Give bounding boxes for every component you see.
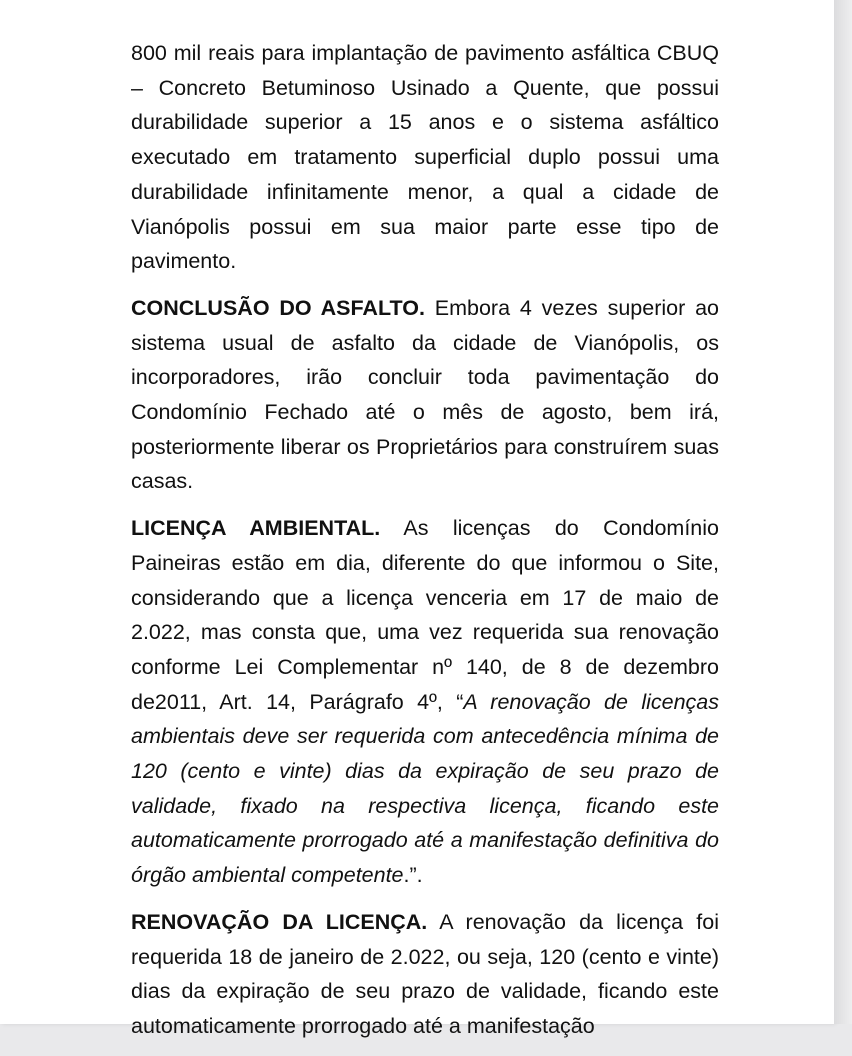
section-heading: CONCLUSÃO DO ASFALTO. [131, 295, 425, 320]
paragraph-text: As licenças do Condomínio Paineiras estão em dia, diferente do que informou o Site, considerando que a licença venceria em 17 de maio de 2.022, mas consta que, uma vez requerida sua renovação conforme Lei Complementar nº 140, de 8 de dezembro de2011, Art. 14, Parágrafo 4º, “ [131, 516, 719, 714]
paragraph-licenca-ambiental [131, 511, 719, 893]
section-heading: RENOVAÇÃO DA LICENÇA. [131, 909, 428, 934]
law-quote: A renovação de licenças ambientais deve ser requerida com antecedência mínima de 120 (cento e vinte) dias da expiração de seu prazo de validade, fixado na respectiva licença, ficando este automaticamente prorrogado até a manifestação definitiva do órgão ambiental competente [131, 689, 719, 888]
quote-end: .”. [403, 863, 423, 888]
section-heading: LICENÇA AMBIENTAL. [131, 516, 381, 541]
paragraph-text: A renovação da licença foi requerida 18 de janeiro de 2.022, ou seja, 120 (cento e vinte) dias da expiração de seu prazo de validade, ficando este automaticamente prorrogado até a manifestação [131, 909, 719, 1038]
paragraph-text: 800 mil reais para implantação de pavimento asfáltica CBUQ – Concreto Betuminoso Usinado a Quente, que possui durabilidade superior a 15 anos e o sistema asfáltico executado em tratamento superficial duplo possui uma durabilidade infinitamente menor, a qual a cidade de Vianópolis possui em sua maior parte esse tipo de pavimento. [131, 41, 719, 274]
page-edge [834, 0, 852, 1024]
document-body [131, 36, 719, 1056]
paragraph-conclusao-asfalto [131, 291, 719, 499]
paragraph-pavimento [131, 36, 719, 279]
paragraph-renovacao-licenca [131, 905, 719, 1044]
paragraph-text: Embora 4 vezes superior ao sistema usual de asfalto da cidade de Vianópolis, os incorporadores, irão concluir toda pavimentação do Condomínio Fechado até o mês de agosto, bem irá, posteriormente liberar os Proprietários para construírem suas casas. [131, 295, 719, 494]
